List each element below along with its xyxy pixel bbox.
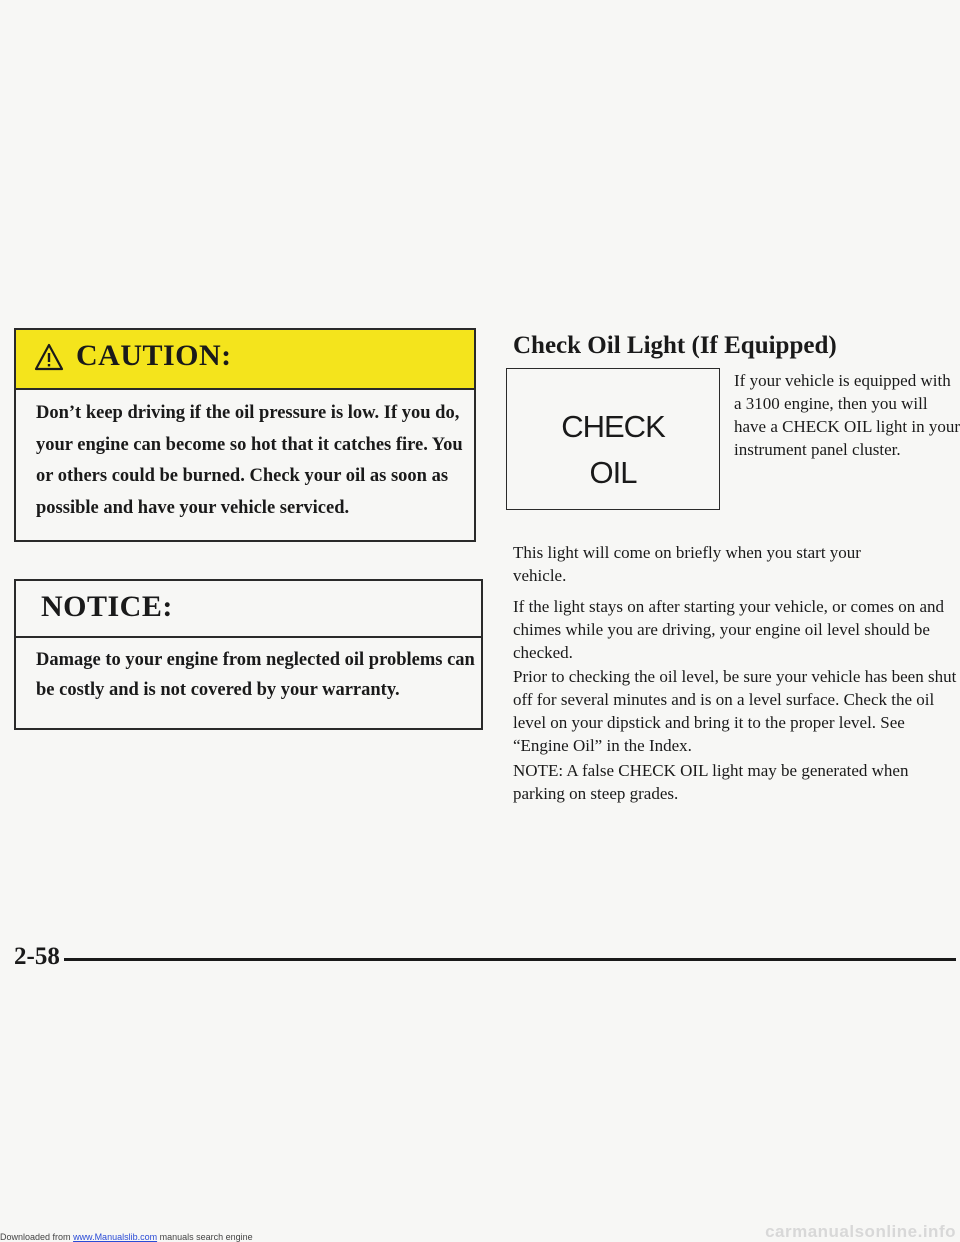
check-oil-label-check: CHECK <box>561 409 665 444</box>
indicator-description: If your vehicle is equipped with a 3100 engine, then you will have a CHECK OIL light in your instrument panel cluster. <box>734 371 960 459</box>
paragraph: Prior to checking the oil level, be sure your vehicle has been shut off for several minutes and is on a level surface. Check the oil level on your dipstick and bring it to the proper level. See “Engine Oil” in the Index. <box>513 667 957 755</box>
caution-box <box>14 328 476 542</box>
notice-text: Damage to your engine from neglected oil problems can be costly and is not covered by your warranty. <box>36 650 475 700</box>
check-oil-indicator <box>506 368 720 510</box>
notice-header <box>16 581 481 638</box>
watermark: carmanualsonline.info <box>765 1222 956 1241</box>
page-rule <box>64 958 956 961</box>
warning-triangle-icon <box>34 342 64 372</box>
caution-text: Don’t keep driving if the oil pressure is low. If you do, your engine can become so hot that it catches fire. You or others could be burned. Check your oil as soon as possible and have your vehicle serviced. <box>36 403 463 518</box>
page-number: 2-58 <box>14 943 60 970</box>
paragraph: This light will come on briefly when you start your vehicle. <box>513 543 861 585</box>
caution-header <box>16 330 474 390</box>
section-heading: Check Oil Light (If Equipped) <box>513 332 837 359</box>
paragraph: If the light stays on after starting your vehicle, or comes on and chimes while you are driving, your engine oil level should be checked. <box>513 597 945 662</box>
check-oil-label-oil: OIL <box>589 455 637 490</box>
caution-title: CAUTION: <box>76 339 232 372</box>
download-footer <box>0 1232 480 1242</box>
footer-prefix: Downloaded from <box>0 1232 71 1242</box>
notice-title: NOTICE: <box>41 590 173 623</box>
paragraph: NOTE: A false CHECK OIL light may be generated when parking on steep grades. <box>513 761 909 803</box>
footer-suffix: manuals search engine <box>159 1232 253 1242</box>
footer-link[interactable]: www.Manualslib.com <box>73 1232 158 1242</box>
notice-box <box>14 579 483 730</box>
